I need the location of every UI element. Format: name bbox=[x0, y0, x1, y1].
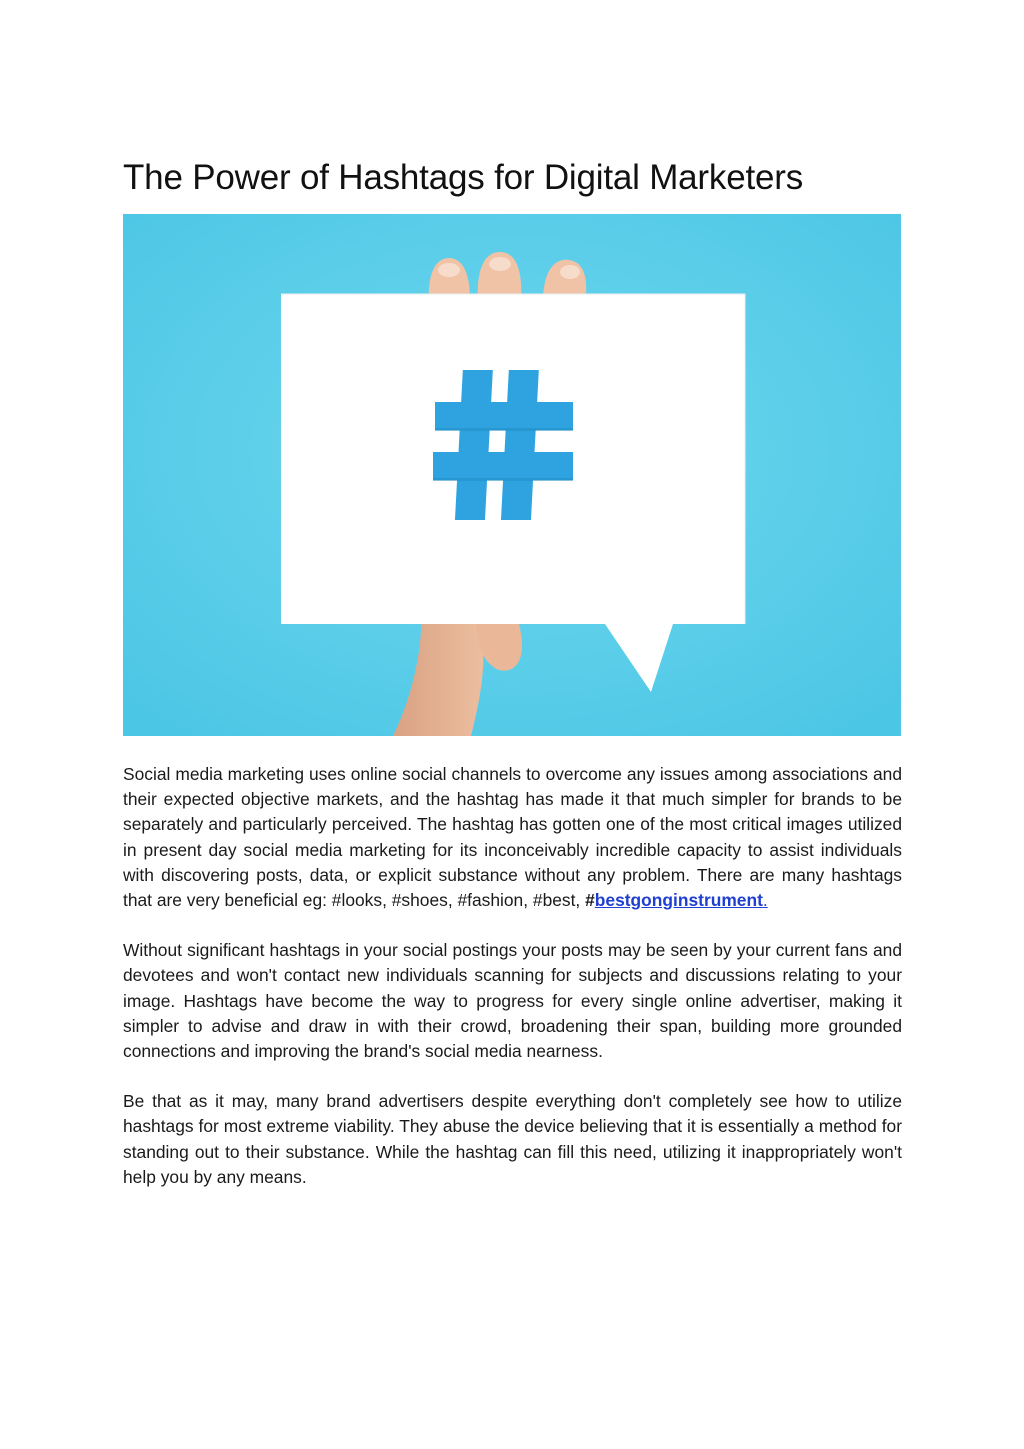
hero-image bbox=[123, 214, 901, 736]
paragraph-2: Without significant hashtags in your social postings your posts may be seen by your current fans and devotees and won't contact new individuals scanning for subjects and discussions relating to your image. Hashtags have become the way to progress for every single online advertiser, making it simpler to advise and draw in with their crowd, broadening their span, building more grounded connections and improving the brand's social media nearness. bbox=[123, 940, 902, 1062]
paragraph-3: Be that as it may, many brand advertisers despite everything don't completely see how to utilize hashtags for most extreme viability. They abuse the device believing that it is essentially a method for standing out to their substance. While the hashtag can fill this need, utilizing it inappropriately won't help you by any means. bbox=[123, 1091, 902, 1187]
paragraph-1-text: Social media marketing uses online social channels to overcome any issues among associations and their expected objective markets, and the hashtag has made it that much simpler for brands to be separately and particularly perceived. The hashtag has gotten one of the most critical images utilized in present day social media marketing for its inconceivably incredible capacity to assist individuals with discovering posts, data, or explicit substance without any problem. There are many hashtags that are very beneficial eg: #looks, #shoes, #fashion, #best, bbox=[123, 764, 902, 911]
link-suffix: . bbox=[762, 890, 768, 911]
hashtag-prefix: # bbox=[585, 890, 595, 911]
article-body bbox=[123, 762, 902, 1215]
bestgonginstrument-link[interactable]: bestgonginstrument bbox=[594, 890, 763, 911]
page-title: The Power of Hashtags for Digital Marketers bbox=[123, 158, 804, 197]
paragraph-1 bbox=[123, 762, 902, 913]
